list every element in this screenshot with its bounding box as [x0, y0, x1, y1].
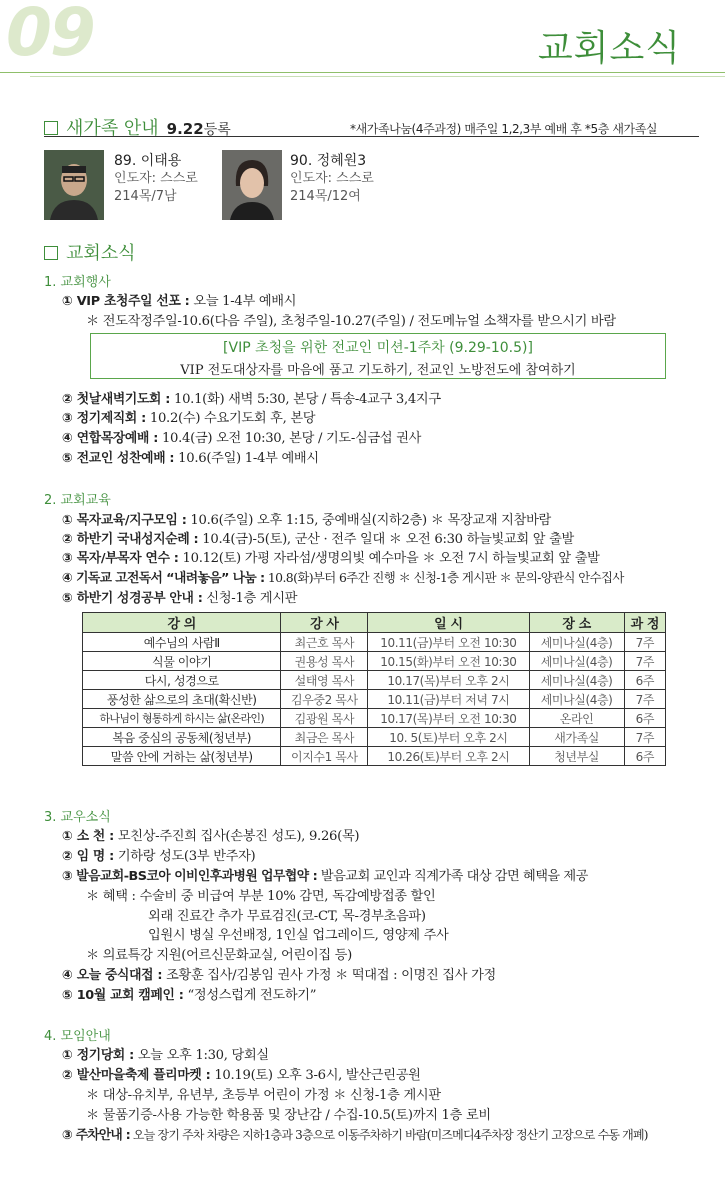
education-item: ④ 기독교 고전독서 “내려놓음” 나눔 : 10.8(화)부터 6주간 진행 ＊ 신청-1층 게시판 ＊ 문의-양관식 안수집사 [62, 570, 624, 586]
column-header: 장 소 [529, 613, 624, 633]
meeting-item: ② 발산마을축제 플리마켓 : 10.19(토) 오후 3-6시, 발산근린공원 [62, 1068, 421, 1083]
course-schedule: 10.26(토)부터 오후 2시 [368, 747, 529, 766]
course-schedule: 10. 5(토)부터 오후 2시 [368, 728, 529, 747]
page-title: 교회소식 [537, 28, 681, 69]
course-title: 하나님이 형통하게 하시는 삶(온라인) [83, 709, 281, 728]
course-schedule: 10.17(목)부터 오후 2시 [368, 671, 529, 690]
table-row [83, 728, 666, 747]
course-location: 온라인 [529, 709, 624, 728]
section-members-heading: 3. 교우소식 [44, 810, 111, 825]
table-row [83, 709, 666, 728]
member-note: ＊ 혜택 : 수술비 중 비급여 부분 10% 감면, 독감예방접종 할인 [86, 889, 436, 904]
course-title: 예수님의 사람Ⅱ [83, 633, 281, 652]
new-family-note: *새가족나눔(4주과정) 매주일 1,2,3부 예배 후 *5층 새가족실 [350, 122, 658, 136]
member-note: 입원시 병실 우선배정, 1인실 업그레이드, 영양제 주사 [148, 928, 449, 943]
vip-mission-title: [VIP 초청을 위한 전교인 미션-1주차 (9.29-10.5)] [223, 340, 533, 356]
church-news-title: 교회소식 [66, 243, 136, 264]
course-instructor: 김광원 목사 [281, 709, 368, 728]
course-length: 7주 [624, 728, 665, 747]
avatar [222, 150, 282, 220]
square-bullet-icon [44, 121, 58, 135]
header-rule [0, 72, 725, 73]
table-row [83, 747, 666, 766]
course-location: 새가족실 [529, 728, 624, 747]
course-location: 세미나실(4층) [529, 690, 624, 709]
course-title: 다시, 성경으로 [83, 671, 281, 690]
meeting-item: ① 정기당회 : 오늘 오후 1:30, 당회실 [62, 1048, 269, 1063]
course-instructor: 최근호 목사 [281, 633, 368, 652]
event-item: ③ 정기제직회 : 10.2(수) 수요기도회 후, 본당 [62, 411, 316, 426]
meeting-note: ＊ 물품기증-사용 가능한 학용품 및 장난감 / 수집-10.5(토)까지 1층 로비 [86, 1108, 491, 1123]
course-length: 7주 [624, 633, 665, 652]
education-item: ③ 목자/부목자 연수 : 10.12(토) 가평 자라섬/생명의빛 예수마을 ＊ 오전 7시 하늘빛교회 앞 출발 [62, 551, 600, 566]
course-instructor: 설태영 목사 [281, 671, 368, 690]
new-family-title: 새가족 안내 [66, 118, 159, 139]
course-length: 6주 [624, 747, 665, 766]
course-title: 복음 중심의 공동체(청년부) [83, 728, 281, 747]
course-length: 7주 [624, 690, 665, 709]
person-name: 90. 정혜원3 [290, 153, 367, 169]
registration-date: 9.22 [166, 120, 204, 138]
course-schedule: 10.11(금)부터 오전 10:30 [368, 633, 529, 652]
table-header-row [83, 613, 666, 633]
member-item: ④ 오늘 중식대접 : 조황훈 집사/김봉임 권사 가정 ＊ 떡대접 : 이명진 집사 가정 [62, 968, 496, 983]
course-schedule: 10.11(금)부터 저녁 7시 [368, 690, 529, 709]
education-item: ① 목자교육/지구모임 : 10.6(주일) 오후 1:15, 중예배실(지하2층) ＊ 목장교재 지참바람 [62, 513, 551, 528]
table-row [83, 652, 666, 671]
vip-mission-text: VIP 전도대상자를 마음에 품고 기도하기, 전교인 노방전도에 참여하기 [180, 363, 576, 378]
section-education-heading: 2. 교회교육 [44, 493, 111, 508]
member-note: ＊ 의료특강 지원(어르신문화교실, 어린이집 등) [86, 948, 352, 963]
person-guide: 인도자: 스스로 [114, 171, 198, 186]
course-title: 말씀 안에 거하는 삶(청년부) [83, 747, 281, 766]
course-location: 세미나실(4층) [529, 652, 624, 671]
event-item: ⑤ 전교인 성찬예배 : 10.6(주일) 1-4부 예배시 [62, 451, 319, 466]
person-group: 214목/12여 [290, 189, 361, 204]
course-instructor: 김우중2 목사 [281, 690, 368, 709]
meeting-item: ③ 주차안내 : 오늘 장기 주차 차량은 지하1층과 3층으로 이동주차하기 바람(미즈메디4주차장 정산기 고장으로 수동 개폐) [62, 1128, 648, 1143]
column-header: 강 사 [281, 613, 368, 633]
event-item: ① VIP 초청주일 선포 : 오늘 1-4부 예배시 [62, 294, 297, 309]
person-info [114, 152, 198, 206]
course-length: 6주 [624, 709, 665, 728]
meeting-note: ＊ 대상-유치부, 유년부, 초등부 어린이 가정 ＊ 신청-1층 게시판 [86, 1088, 441, 1103]
member-item: ⑤ 10월 교회 캠페인 : “정성스럽게 전도하기” [62, 988, 317, 1003]
member-item: ③ 발음교회-BS코아 이비인후과병원 업무협약 : 발음교회 교인과 직계가족 대상 감면 혜택을 제공 [62, 869, 588, 884]
person-info [290, 152, 374, 206]
event-item: ② 첫날새벽기도회 : 10.1(화) 새벽 5:30, 본당 / 특송-4교구 3,4지구 [62, 392, 441, 407]
event-item: ④ 연합목장예배 : 10.4(금) 오전 10:30, 본당 / 기도-심금섭 권사 [62, 431, 422, 446]
registration-suffix: 등록 [203, 122, 231, 138]
course-length: 6주 [624, 671, 665, 690]
table-row [83, 671, 666, 690]
table-row [83, 633, 666, 652]
avatar [44, 150, 104, 220]
column-header: 일 시 [368, 613, 529, 633]
column-header: 과 정 [624, 613, 665, 633]
column-header: 강 의 [83, 613, 281, 633]
course-location: 청년부실 [529, 747, 624, 766]
header-rule-light [30, 76, 725, 77]
person-guide: 인도자: 스스로 [290, 171, 374, 186]
event-note: ＊ 전도작정주일-10.6(다음 주일), 초청주일-10.27(주일) / 전도메뉴얼 소책자를 받으시기 바람 [86, 314, 616, 329]
course-instructor: 권용성 목사 [281, 652, 368, 671]
person-group: 214목/7남 [114, 189, 177, 204]
person-name: 89. 이태용 [114, 153, 182, 169]
education-item: ② 하반기 국내성지순례 : 10.4(금)-5(토), 군산 · 전주 일대 ＊ 오전 6:30 하늘빛교회 앞 출발 [62, 532, 574, 547]
course-length: 7주 [624, 652, 665, 671]
course-title: 풍성한 삶으로의 초대(확신반) [83, 690, 281, 709]
course-schedule: 10.17(목)부터 오전 10:30 [368, 709, 529, 728]
church-news-heading [44, 239, 136, 265]
member-note: 외래 진료간 추가 무료검진(코-CT, 목-경부초음파) [148, 909, 426, 924]
section-events-heading: 1. 교회행사 [44, 275, 111, 290]
table-row [83, 690, 666, 709]
course-instructor: 이지수1 목사 [281, 747, 368, 766]
page-number: 09 [6, 0, 94, 71]
course-schedule: 10.15(화)부터 오전 10:30 [368, 652, 529, 671]
course-instructor: 최금은 목사 [281, 728, 368, 747]
new-family-rule [44, 136, 699, 137]
course-location: 세미나실(4층) [529, 671, 624, 690]
section-meetings-heading: 4. 모임안내 [44, 1029, 111, 1044]
vip-mission-box [90, 333, 666, 379]
member-item: ① 소 천 : 모친상-주진희 집사(손봉진 성도), 9.26(목) [62, 829, 360, 844]
course-title: 식물 이야기 [83, 652, 281, 671]
bible-study-table [82, 612, 666, 766]
square-bullet-icon [44, 246, 58, 260]
member-item: ② 임 명 : 기하랑 성도(3부 반주자) [62, 849, 256, 864]
education-item: ⑤ 하반기 성경공부 안내 : 신청-1층 게시판 [62, 591, 298, 606]
course-location: 세미나실(4층) [529, 633, 624, 652]
